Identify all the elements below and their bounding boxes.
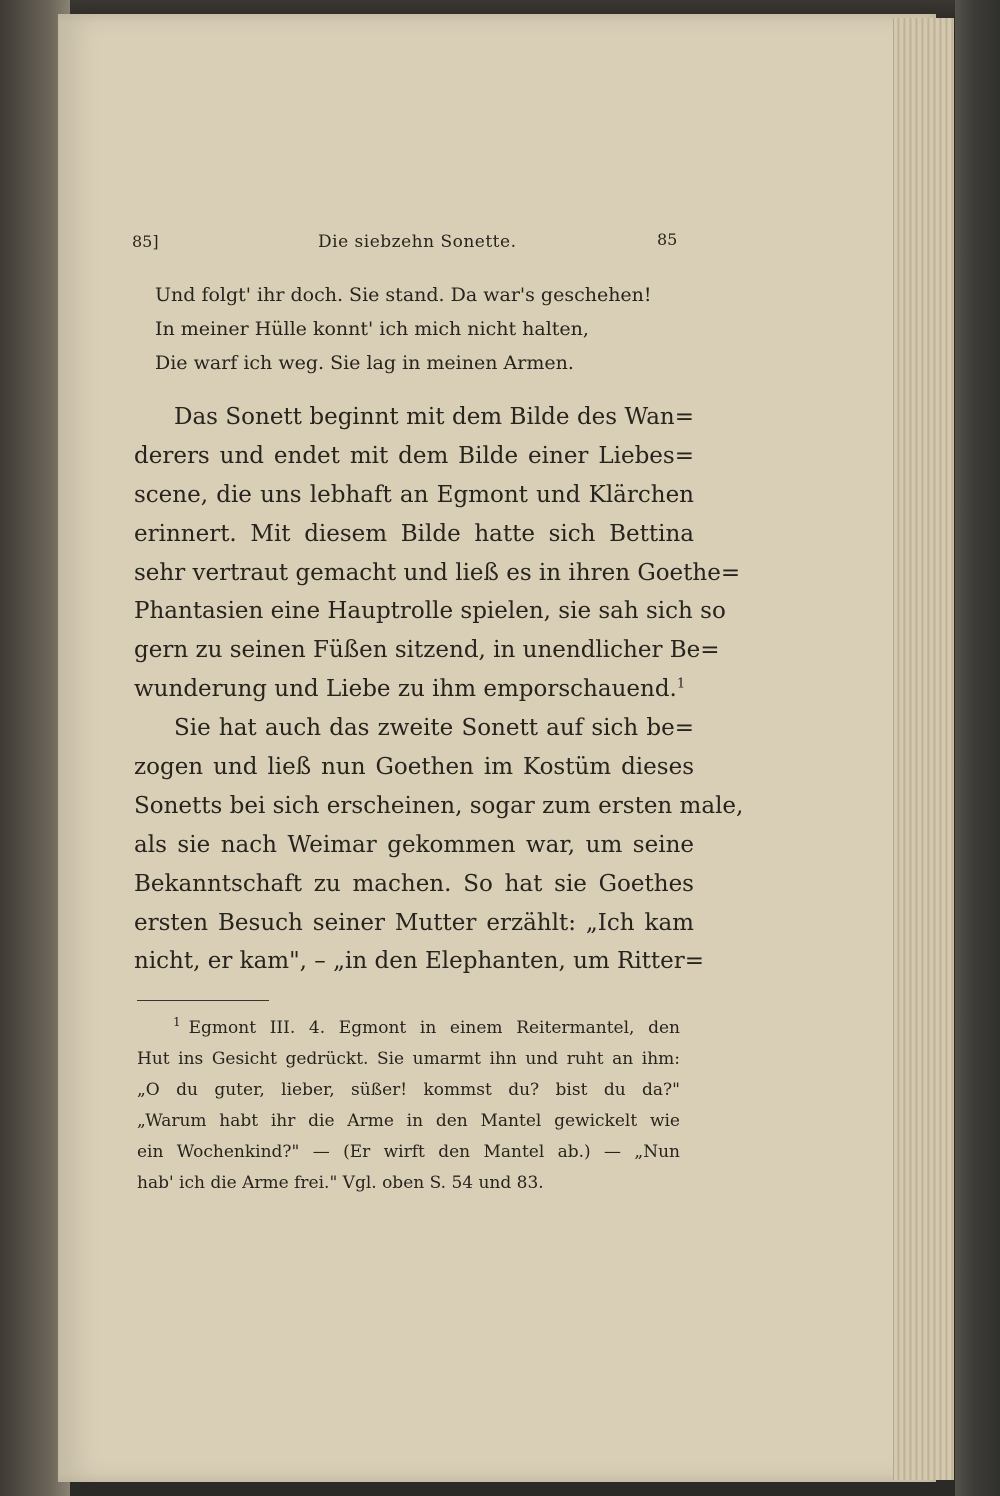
footnote-line	[137, 1013, 680, 1044]
text-line: Sie hat auch das zweite Sonett auf sich be=	[174, 715, 694, 742]
verse-line: Und folgt' ihr doch. Sie stand. Da war's geschehen!	[155, 284, 652, 306]
footnote-number: 1	[173, 1015, 181, 1030]
text-line: Das Sonett beginnt mit dem Bilde des Wan=	[174, 404, 694, 430]
body-text	[134, 398, 744, 981]
page-number: 85	[657, 230, 678, 249]
footnote-line: ein Wochenkind?" — (Er wirft den Mantel ab.) — „Nun	[137, 1142, 680, 1162]
text-line	[134, 670, 694, 709]
footnote-line-content: Egmont III. 4. Egmont in einem Reitermantel, den	[188, 1018, 680, 1038]
text-line: gern zu seinen Füßen sitzend, in unendlicher Be=	[134, 637, 720, 664]
footnote	[137, 1013, 680, 1199]
text-line: ersten Besuch seiner Mutter erzählt: „Ich kam	[134, 909, 694, 936]
footnote-line: hab' ich die Arme frei." Vgl. oben S. 54 und 83.	[137, 1173, 544, 1193]
footnote-line: „O du guter, lieber, süßer! kommst du? bist du da?"	[137, 1080, 680, 1100]
left-page-reference: 85]	[132, 232, 159, 251]
footnote-line: „Warum habt ihr die Arme in den Mantel gewickelt wie	[137, 1111, 680, 1131]
text-line: derers und endet mit dem Bilde einer Liebes=	[134, 442, 694, 469]
text-line: sehr vertraut gemacht und ließ es in ihren Goethe=	[134, 559, 741, 586]
text-line: Bekanntschaft zu machen. So hat sie Goethes	[134, 870, 694, 897]
text-line: Phantasien eine Hauptrolle spielen, sie sah sich so	[134, 598, 726, 625]
verse-line: Die warf ich weg. Sie lag in meinen Armen.	[155, 352, 574, 374]
footnote-marker: 1	[676, 676, 686, 692]
footnote-divider	[137, 1000, 269, 1001]
text-line: zogen und ließ nun Goethen im Kostüm dieses	[134, 754, 694, 781]
text-line: als sie nach Weimar gekommen war, um seine	[134, 831, 694, 858]
text-line: Sonetts bei sich erscheinen, sogar zum ersten male,	[134, 792, 744, 819]
text-line: erinnert. Mit diesem Bilde hatte sich Bettina	[134, 520, 694, 547]
footnote-line: Hut ins Gesicht gedrückt. Sie umarmt ihn und ruht an ihm:	[137, 1049, 680, 1069]
text-line: nicht, er kam", – „in den Elephanten, um Ritter=	[134, 948, 705, 975]
verse-block	[155, 278, 755, 380]
verse-line: In meiner Hülle konnt' ich mich nicht halten,	[155, 318, 589, 340]
running-title: Die siebzehn Sonette.	[318, 232, 517, 252]
text-line-content: wunderung und Liebe zu ihm emporschauend.	[134, 676, 677, 703]
text-line: scene, die uns lebhaft an Egmont und Klärchen	[134, 481, 694, 508]
